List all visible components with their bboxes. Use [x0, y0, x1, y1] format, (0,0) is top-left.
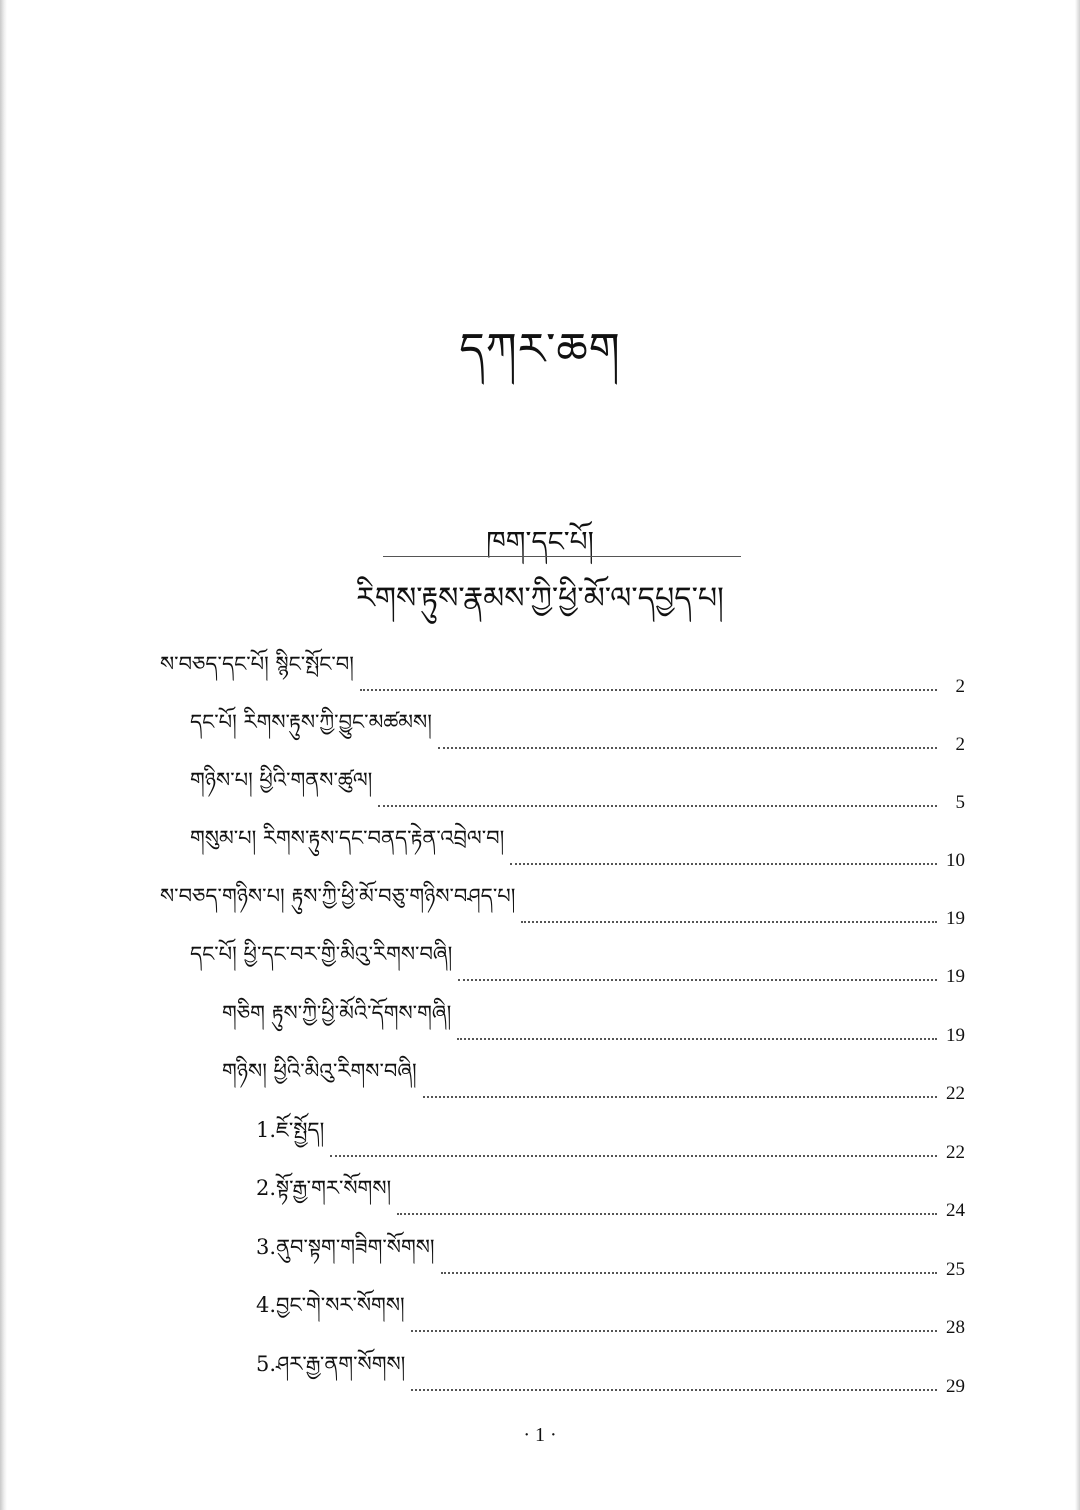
toc-entry-1-3[interactable]	[190, 826, 965, 874]
toc-entry-title: གཉིས། ཕྱིའི་མིའུ་རིགས་བཞི།	[222, 1059, 417, 1083]
toc-dot-leader	[441, 1272, 937, 1274]
toc-page-number: 2	[955, 676, 965, 697]
toc-entry-title: དང་པོ། ཕྱི་དང་བར་གྱི་མིའུ་རིགས་བཞི།	[190, 942, 453, 966]
toc-entry-1-1[interactable]	[190, 710, 965, 758]
toc-page-number: 29	[946, 1376, 965, 1397]
toc-dot-leader	[397, 1213, 937, 1215]
toc-entry-section-1[interactable]	[160, 652, 965, 700]
page-title: དཀར་ཆག	[459, 324, 621, 375]
toc-page-number: 24	[946, 1200, 965, 1221]
toc-page-number: 19	[946, 966, 965, 987]
chapter-label: ཁག་དང་པོ།	[486, 525, 594, 558]
toc-entry-item-1[interactable]	[256, 1118, 965, 1166]
toc-page-number: 5	[955, 792, 965, 813]
toc-entry-title: 1.ཇོ་སྤྱོད།	[256, 1118, 325, 1142]
toc-page-number: 22	[946, 1142, 965, 1163]
toc-page-number: 2	[955, 734, 965, 755]
toc-entry-section-2[interactable]	[160, 884, 965, 932]
toc-entry-2-1-1[interactable]	[222, 1001, 965, 1049]
toc-dot-leader	[411, 1389, 937, 1391]
toc-page-number: 19	[946, 1025, 965, 1046]
toc-entry-1-2[interactable]	[190, 768, 965, 816]
toc-entry-title: ས་བཅད་དང་པོ། སྙིང་སྤོང་བ།	[160, 652, 354, 676]
chapter-title: རིགས་རྟུས་རྣམས་ཀྱི་ཕྱི་མོ་ལ་དཔྱད་པ།	[356, 581, 724, 616]
toc-entry-item-4[interactable]	[256, 1293, 965, 1341]
toc-entry-item-3[interactable]	[256, 1235, 965, 1283]
toc-entry-title: 4.བྱང་གེ་སར་སོགས།	[256, 1293, 405, 1317]
toc-page-number: 25	[946, 1259, 965, 1280]
toc-dot-leader	[423, 1096, 937, 1098]
toc-entry-title: 2.སྟོ་རྒྱ་གར་སོགས།	[256, 1176, 392, 1200]
toc-entry-item-2[interactable]	[256, 1176, 965, 1224]
toc-entry-item-5[interactable]	[256, 1352, 965, 1400]
toc-dot-leader	[330, 1155, 937, 1157]
toc-entry-title: དང་པོ། རིགས་རྟུས་ཀྱི་བྱུང་མཚམས།	[190, 710, 432, 734]
toc-entry-title: གཅིག རྟུས་ཀྱི་ཕྱི་མོའི་དོགས་གཞི།	[222, 1001, 452, 1025]
toc-dot-leader	[411, 1330, 937, 1332]
toc-entry-2-1[interactable]	[190, 942, 965, 990]
toc-entry-title: གཉིས་པ། ཕྱིའི་གནས་ཚུལ།	[190, 768, 373, 792]
toc-dot-leader	[510, 863, 937, 865]
toc-entry-title: 3.ནུབ་སྟག་གཟིག་སོགས།	[256, 1235, 435, 1259]
toc-entry-title: གསུམ་པ། རིགས་རྟུས་དང་བནད་རྟེན་འབྲེལ་བ།	[190, 826, 505, 850]
toc-page-number: 10	[946, 850, 965, 871]
toc-dot-leader	[378, 805, 937, 807]
toc-page-number: 22	[946, 1083, 965, 1104]
toc-entry-title: 5.ཤར་རྒྱ་ནག་སོགས།	[256, 1352, 406, 1376]
toc-page-number: 28	[946, 1317, 965, 1338]
page-number: · 1 ·	[523, 1424, 557, 1446]
toc-dot-leader	[457, 1038, 937, 1040]
toc-dot-leader	[438, 747, 937, 749]
toc-page-number: 19	[946, 908, 965, 929]
toc-dot-leader	[360, 689, 937, 691]
toc-dot-leader	[458, 979, 937, 981]
toc-entry-title: ས་བཅད་གཉིས་པ། རྟུས་ཀྱི་ཕྱི་མོ་བཅུ་གཉིས་བཤད་པ།	[160, 884, 516, 908]
toc-entry-2-1-2[interactable]	[222, 1059, 965, 1107]
toc-dot-leader	[521, 921, 937, 923]
